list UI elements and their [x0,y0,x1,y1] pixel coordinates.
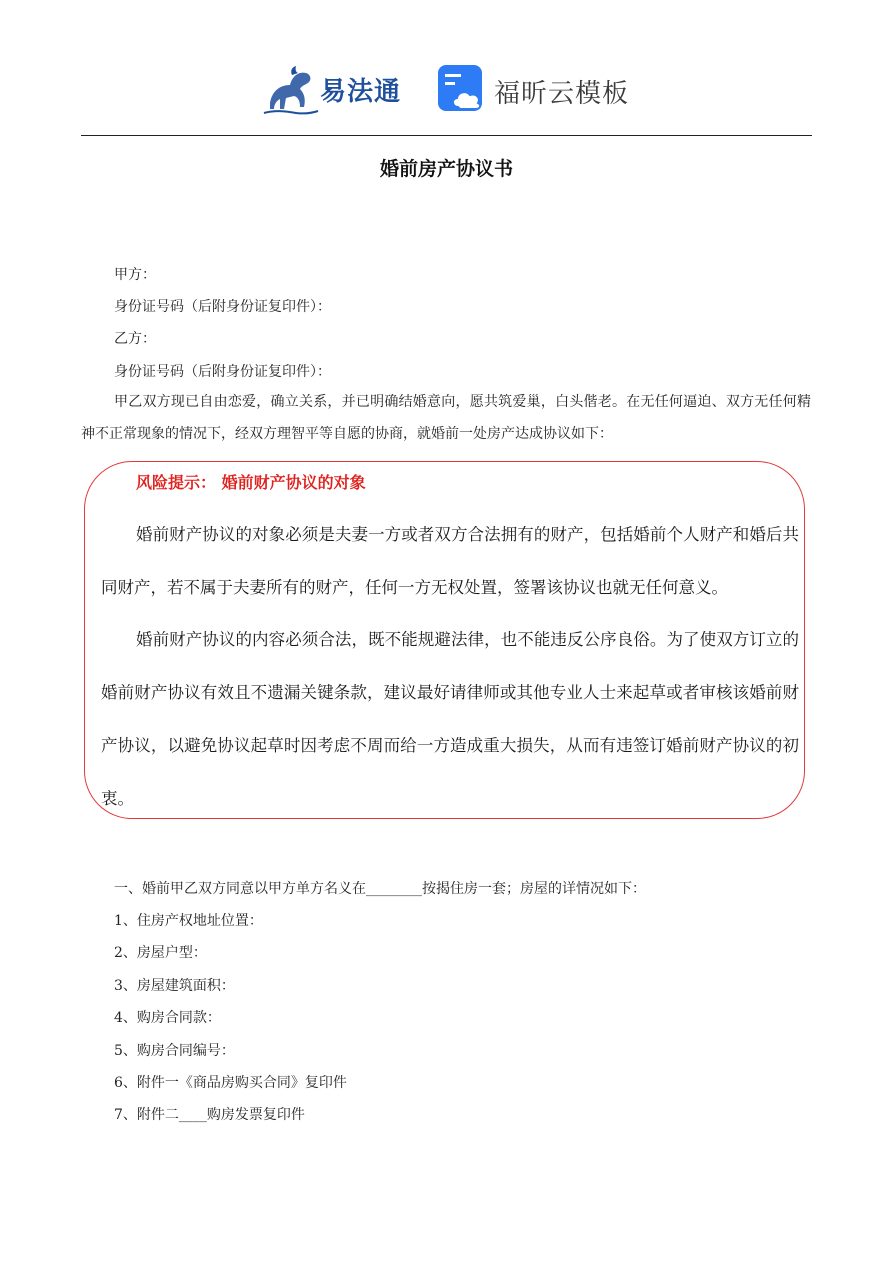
clause-1: 一、婚前甲乙双方同意以甲方单方名义在________按揭住房一套；房屋的详情况如下： [114,881,646,897]
logo2-text: 福昕云模板 [494,79,630,109]
party-a-id-field: 身份证号码（后附身份证复印件）： [114,299,331,315]
clause-item-1: 1、住房产权地址位置： [114,913,263,929]
foxit-logo [436,63,636,118]
clause-item-2: 2、房屋户型： [114,945,207,961]
clause-item-5: 5、购房合同编号： [114,1043,235,1059]
clause-item-6: 6、附件一《商品房购买合同》复印件 [114,1075,347,1091]
intro-paragraph: 甲乙双方现已自由恋爱，确立关系，并已明确结婚意向，愿共筑爱巢，白头偕老。在无任何逼迫、双方无任何精神不正常现象的情况下，经双方理智平等自愿的协商，就婚前一处房产达成协议如下： [81,394,811,442]
risk-paragraph-2: 婚前财产协议的内容必须合法，既不能规避法律，也不能违反公序良俗。为了使双方订立的婚前财产协议有效且不遗漏关键条款，建议最好请律师或其他专业人士来起草或者审核该婚前财产协议，以避免协议起草时因考虑不周而给一方造成重大损失，从而有违签订婚前财产协议的初衷。 [101,630,799,808]
party-b-id-field: 身份证号码（后附身份证复印件）： [114,364,331,380]
cloud-document-icon [436,63,488,115]
clause-item-3: 3、房屋建筑面积： [114,978,235,994]
clause-item-7: 7、附件二____购房发票复印件 [114,1107,305,1123]
party-a-field: 甲方： [114,267,156,283]
risk-notice-title: 风险提示： 婚前财产协议的对象 [136,473,366,492]
header-divider [81,135,812,136]
logo1-text: 易法通 [320,77,402,107]
risk-paragraph-1: 婚前财产协议的对象必须是夫妻一方或者双方合法拥有的财产，包括婚前个人财产和婚后共同财产，若不属于夫妻所有的财产，任何一方无权处置，签署该协议也就无任何意义。 [101,525,799,597]
party-b-field: 乙方： [114,331,156,347]
clause-item-4: 4、购房合同款： [114,1010,221,1026]
horse-icon [262,63,322,118]
header [0,55,893,125]
yifatong-logo [262,63,417,118]
document-title: 婚前房产协议书 [379,158,513,180]
